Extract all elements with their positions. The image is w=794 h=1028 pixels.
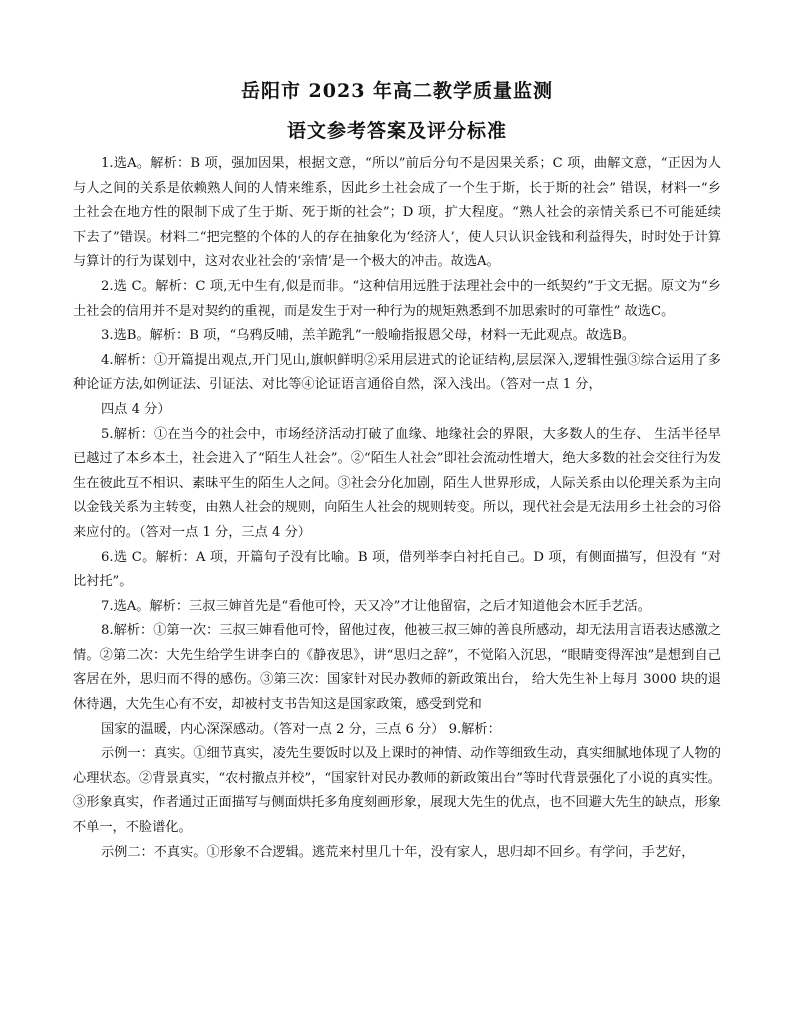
answer-paragraph-5: 5.解析：①在当今的社会中，市场经济活动打破了血缘、地缘社会的界限，大多数人的生存、 生活半径早已越过了本乡本土，社会进入了“陌生人社会”。②“陌生人社会”即社会流动性增大，绝大多数的社会交往行为发生在彼此互不相识、素昧平生的陌生人之间。③社会分化加剧，陌生人世界形成，人际关系由以伦理关系为主向以金钱关系为主转变，由熟人社会的规则，向陌生人社会的规则转变。所以，现代社会是无法用乡土社会的习俗来应付的。（答对一点 1 分，三点 4 分） (73, 426, 721, 540)
answer-paragraph-3: 3.选B。解析：B 项，“乌鸦反哺，羔羊跪乳”一般喻指报恩父母，材料一无此观点。故选B。 (101, 328, 636, 344)
answer-example-2: 示例二：不真实。①形象不合逻辑。逃荒来村里几十年，没有家人，思归却不回乡。有学问，手艺好， (101, 844, 695, 860)
answer-paragraph-6: 6.选 C。解析：A 项，开篇句子没有比喻。B 项，借列举李白衬托自己。D 项，有侧面描写，但没有 “对比衬托”。 (73, 549, 721, 590)
answer-paragraph-2: 2.选 C。解析：C 项,无中生有,似是而非。“这种信用远胜于法理社会中的一纸契约”于文无据。原文为“乡土社会的信用并不是对契约的重视，而是发生于对一种行为的规矩熟悉到不加思索时的可靠性” 故选C。 (73, 278, 721, 319)
answer-paragraph-4-continuation: 四点 4 分） (101, 401, 171, 417)
document-title: 岳阳市 2023 年高二教学质量监测 (240, 80, 554, 102)
answer-paragraph-1: 1.选A。解析：B 项，强加因果，根据文意，“所以”前后分句不是因果关系；C 项，曲解文意，“正因为人与人之间的关系是依赖熟人间的人情来维系，因此乡土社会成了一个生于斯，长于斯的社会” 错误，材料一“乡土社会在地方性的限制下成了生于斯、死于斯的社会”；D 项，扩大程度。“熟人社会的亲情关系已不可能延续下去了”错误。材料二“把完整的个体的人的存在抽象化为‘经济人’，使人只认识金钱和利益得失，时时处于计算与算计的行为谋划中，这对农业社会的‘亲情’是一个极大的冲击。故选A。 (73, 156, 721, 270)
answer-paragraph-4: 4.解析：①开篇提出观点,开门见山,旗帜鲜明②采用层进式的论证结构,层层深入,逻辑性强③综合运用了多种论证方法,如例证法、引证法、对比等④论证语言通俗自然，深入浅出。（答对一点 1 分， (73, 352, 721, 393)
answer-paragraph-8-continuation: 国家的温暖，内心深深感动。（答对一点 2 分，三点 6 分） 9.解析： (101, 721, 501, 737)
answer-content (73, 152, 721, 865)
answer-paragraph-8: 8.解析：①第一次：三叔三婶看他可怜，留他过夜，他被三叔三婶的善良所感动，却无法用言语表达感激之情。②第二次：大先生给学生讲李白的《静夜思》，讲“思归之辞”，不觉陷入沉思，“眼睛变得浑浊”是想到自己客居在外，思归而不得的感伤。③第三次：国家针对民办教师的新政策出台， 给大先生补上每月 3000 块的退休待遇，大先生心有不安，却被村支书告知这是国家政策，感受到党和 (73, 623, 721, 713)
answer-example-1: 示例一：真实。①细节真实，凌先生要饭时以及上课时的神情、动作等细致生动，真实细腻地体现了人物的心理状态。②背景真实，“农村撤点并校”，“国家针对民办教师的新政策出台”等时代背景强化了小说的真实性。③形象真实，作者通过正面描写与侧面烘托多角度刻画形象，展现大先生的优点，也不回避大先生的缺点，形象不单一，不脸谱化。 (73, 746, 721, 836)
answer-paragraph-7: 7.选A。解析：三叔三婶首先是“看他可怜，天又冷”才让他留宿，之后才知道他会木匠手艺活。 (101, 598, 651, 614)
document-subtitle: 语文参考答案及评分标准 (286, 120, 507, 142)
